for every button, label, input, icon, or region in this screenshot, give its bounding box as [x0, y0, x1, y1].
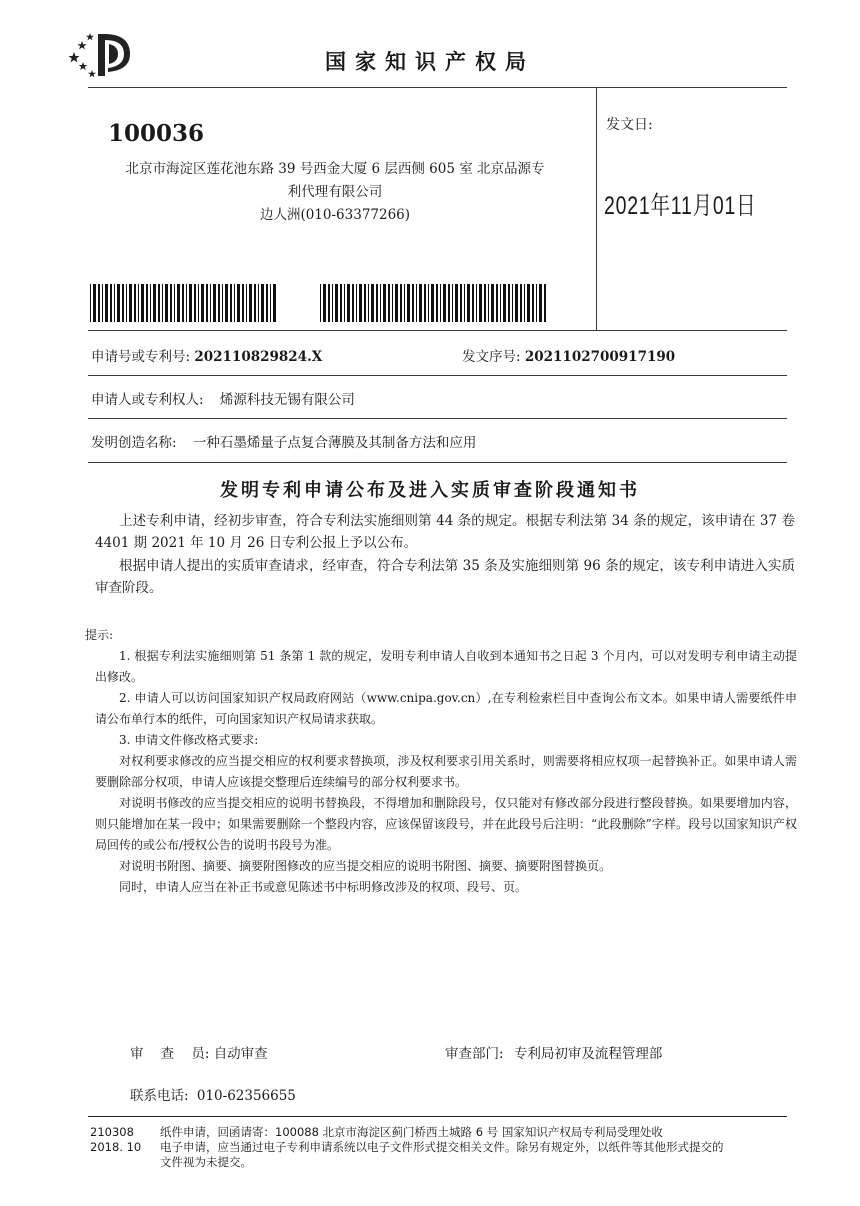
- invention-value: 一种石墨烯量子点复合薄膜及其制备方法和应用: [192, 435, 477, 451]
- footer-notes: [160, 1125, 800, 1170]
- dispatch-date-label: 发文日:: [606, 117, 653, 133]
- notice-title: 发明专利申请公布及进入实质审查阶段通知书: [220, 480, 640, 501]
- form-version: 2018. 10: [90, 1140, 142, 1154]
- row-rule-2: [88, 418, 787, 419]
- serial-value: 2021102700917190: [524, 349, 676, 365]
- row-rule-1: [88, 375, 787, 376]
- app-no-label: 申请号或专利号:: [91, 349, 191, 365]
- address-line-1: 北京市海淀区莲花池东路 39 号西金大厦 6 层西侧 605 室 北京品源专: [125, 161, 545, 177]
- tip-item-1: 1. 根据专利法实施细则第 51 条第 1 款的规定，发明专利申请人自收到本通知书之日起 3 个月内，可以对发明专利申请主动提出修改。: [95, 649, 797, 684]
- department-label: 审查部门:: [445, 1046, 504, 1062]
- footer-line-1: 纸件申请，回函请寄：100088 北京市海淀区蓟门桥西土城路 6 号 国家知识产权局专利局受理处收: [160, 1125, 663, 1139]
- office-name: 国家知识产权局: [325, 49, 535, 74]
- department-value: 专利局初审及流程管理部: [513, 1046, 663, 1062]
- phone-label: 联系电话:: [130, 1088, 189, 1104]
- footer-line-3: 文件视为未提交。: [160, 1155, 252, 1169]
- applicant-label: 申请人或专利权人:: [91, 392, 204, 408]
- header-bottom-rule: [88, 330, 787, 331]
- tip-item-3a: 对权利要求修改的应当提交相应的权利要求替换项，涉及权利要求引用关系时，则需要将相应权项一起替换补正。如果申请人需要删除部分权项，申请人应该提交整理后连续编号的部分权利要求书。: [95, 754, 797, 789]
- row-rule-3: [88, 462, 787, 463]
- phone-line: [130, 1084, 296, 1104]
- notice-paragraph-2: 根据申请人提出的实质审查请求，经审查，符合专利法第 35 条及实施细则第 96 条的规定，该专利申请进入实质审查阶段。: [95, 558, 795, 596]
- tip-item-3d: 同时，申请人应当在补正书或意见陈述书中标明修改涉及的权项、段号、页。: [119, 880, 528, 894]
- examiner-label: 审 查 员:: [130, 1046, 210, 1062]
- phone-value: 010-62356655: [196, 1088, 296, 1104]
- examiner-line: [130, 1042, 268, 1062]
- invention-label: 发明创造名称:: [91, 435, 177, 451]
- tips-heading: 提示:: [85, 628, 114, 642]
- tips-section: [85, 625, 797, 898]
- footer-form-code: [90, 1125, 141, 1155]
- tip-item-3c: 对说明书附图、摘要、摘要附图修改的应当提交相应的说明书附图、摘要、摘要附图替换页。: [119, 859, 612, 873]
- tip-item-3: 3. 申请文件修改格式要求:: [119, 733, 259, 747]
- notice-paragraph-1: 上述专利申请，经初步审查，符合专利法实施细则第 44 条的规定。根据专利法第 34 条的规定，该申请在 37 卷 4401 期 2021 年 10 月 26 日专利公报上予以公布。: [95, 513, 795, 551]
- serial-number-row: [462, 345, 675, 365]
- footer-line-2: 电子申请，应当通过电子专利申请系统以电子文件形式提交相关文件。除另有规定外，以纸件等其他形式提交的: [160, 1140, 724, 1154]
- app-no-value: 202110829824.X: [194, 349, 323, 365]
- applicant-value: 烯源科技无锡有限公司: [219, 392, 355, 408]
- invention-row: [91, 431, 476, 451]
- footer-rule: [88, 1116, 787, 1117]
- postcode: 100036: [108, 120, 205, 147]
- examiner-value: 自动审查: [213, 1046, 268, 1062]
- header-top-rule: [88, 87, 787, 88]
- barcode-left: [90, 284, 280, 322]
- recipient-address: [100, 158, 570, 227]
- date-column-divider: [596, 87, 597, 330]
- contact-person: 边人洲(010-63377266): [259, 207, 411, 223]
- tip-item-3b: 对说明书修改的应当提交相应的说明书替换段，不得增加和删除段号，仅只能对有修改部分段进行整段替换。如果要增加内容，则只能增加在某一段中；如果需要删除一个整段内容，应该保留该段号，并在此段号后注明：“此段删除”字样。段号以国家知识产权局回传的或公布/授权公告的说明书段号为准。: [95, 796, 797, 852]
- barcode-right: [320, 284, 550, 322]
- department-line: [445, 1042, 662, 1062]
- form-code: 210308: [90, 1125, 134, 1139]
- tip-item-2: 2. 申请人可以访问国家知识产权局政府网站（www.cnipa.gov.cn）,在专利检索栏目中查询公布文本。如果申请人需要纸件申请公布单行本的纸件，可向国家知识产权局请求获取。: [95, 691, 797, 726]
- address-line-2: 利代理有限公司: [287, 184, 383, 200]
- applicant-row: [91, 388, 355, 408]
- serial-label: 发文序号:: [462, 349, 521, 365]
- application-number-row: [91, 345, 322, 365]
- dispatch-date-value: 2021年11月01日: [604, 192, 757, 220]
